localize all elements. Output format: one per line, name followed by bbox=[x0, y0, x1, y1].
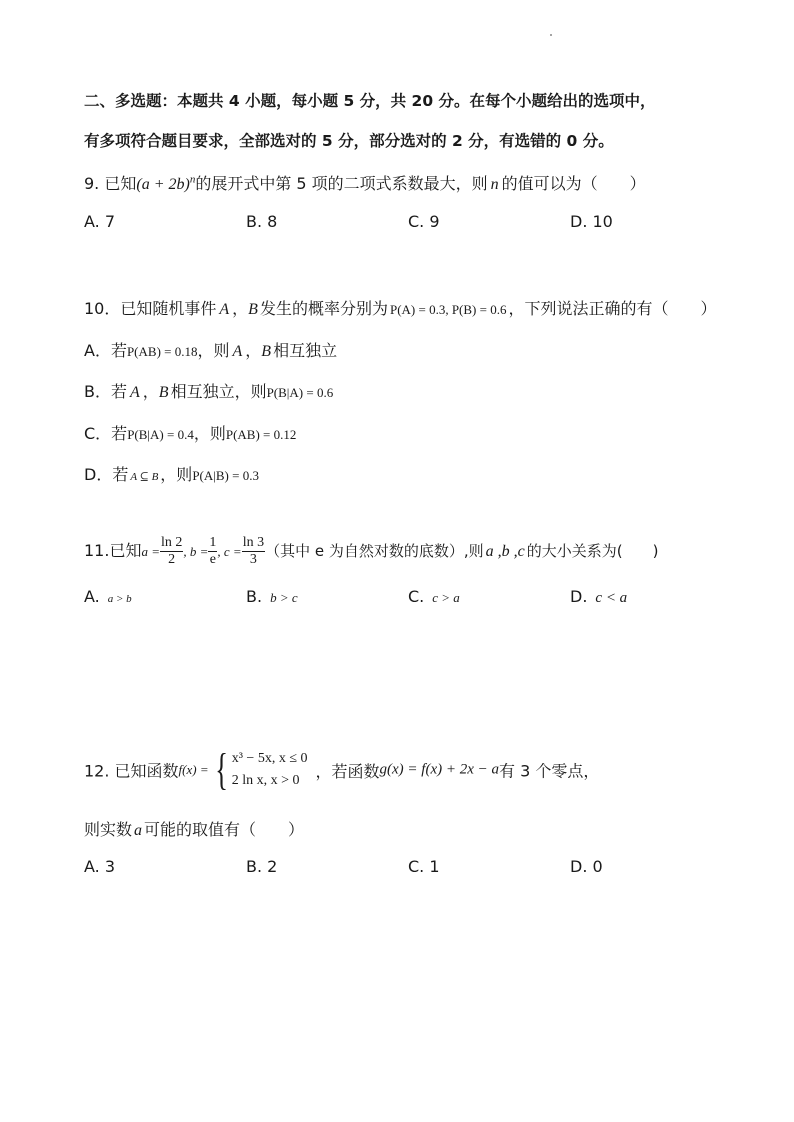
option-12c[interactable]: C. 1 bbox=[408, 857, 440, 876]
question-11-a-denominator: 2 bbox=[168, 552, 176, 567]
question-9-exponent: n bbox=[189, 173, 196, 186]
question-12-brace-icon: { bbox=[214, 745, 228, 794]
option-10b-event-a: A bbox=[129, 384, 140, 401]
question-10-number: 10．已知随机事件 bbox=[84, 299, 217, 318]
option-9b[interactable]: B. 8 bbox=[246, 212, 278, 231]
option-10a-tail: 相互独立 bbox=[273, 341, 338, 360]
option-10c-expression2: P(AB) = 0.12 bbox=[225, 427, 297, 442]
option-10d-mid: ，则 bbox=[160, 465, 193, 484]
question-10-text2: ，下列说法正确的有（ ） bbox=[508, 299, 717, 318]
option-10d-label: D．若 bbox=[84, 465, 129, 484]
question-12-line2-a: 则实数 bbox=[84, 820, 133, 839]
question-12-case1: x³ − 5x, x ≤ 0 bbox=[231, 751, 308, 766]
option-10b-label: B．若 bbox=[84, 382, 127, 401]
question-9-variable: n bbox=[490, 176, 499, 193]
option-11d-label: D. bbox=[570, 587, 588, 606]
question-11-number: 11.已知 bbox=[84, 541, 142, 560]
option-10b-expression: P(B|A) = 0.6 bbox=[266, 385, 334, 400]
option-10a[interactable] bbox=[84, 338, 337, 361]
option-12a[interactable]: A. 3 bbox=[84, 857, 116, 876]
option-11b-expression: b > c bbox=[270, 590, 298, 605]
option-11c[interactable] bbox=[408, 587, 460, 606]
option-11b-label: B. bbox=[246, 587, 263, 606]
option-10d[interactable] bbox=[84, 462, 259, 485]
option-10c-label: C．若 bbox=[84, 424, 128, 443]
question-12-line2-variable: a bbox=[134, 822, 143, 839]
option-10b-event-b: B bbox=[158, 384, 169, 401]
question-12-function: f(x) = bbox=[178, 762, 209, 777]
question-11-b-denominator: e bbox=[209, 552, 217, 567]
option-10c[interactable] bbox=[84, 421, 296, 444]
section-heading-line2: 有多项符合题目要求，全部选对的 5 分，部分选对的 2 分，有选错的 0 分。 bbox=[84, 132, 614, 150]
option-10a-separator: ， bbox=[245, 341, 262, 360]
option-10b-separator: ， bbox=[142, 382, 159, 401]
option-10c-expression: P(B|A) = 0.4 bbox=[127, 427, 194, 442]
question-11-a-lhs: a = bbox=[141, 544, 160, 559]
question-11-c-denominator: 3 bbox=[249, 552, 257, 567]
question-10-given: P(A) = 0.3, P(B) = 0.6 bbox=[389, 302, 507, 317]
question-11-text2: 的大小关系为( ) bbox=[526, 542, 659, 560]
corner-mark bbox=[550, 34, 552, 36]
option-10b-mid: 相互独立，则 bbox=[170, 382, 267, 401]
question-9-text2: 的值可以为（ ） bbox=[501, 174, 646, 193]
question-9-text: 的展开式中第 5 项的二项式系数最大，则 bbox=[195, 174, 488, 193]
question-9-stem bbox=[84, 171, 646, 194]
question-11-a-numerator: ln 2 bbox=[160, 535, 183, 550]
option-9d[interactable]: D. 10 bbox=[570, 212, 613, 231]
question-12-stem bbox=[84, 745, 600, 794]
question-10-stem bbox=[84, 296, 716, 319]
question-12-g-expression: g(x) = f(x) + 2x − a bbox=[379, 761, 500, 778]
option-10a-label: A．若 bbox=[84, 341, 127, 360]
question-11-b-lhs: , b = bbox=[183, 544, 209, 559]
section-heading-line1: 二、多选题：本题共 4 小题，每小题 5 分，共 20 分。在每个小题给出的选项中， bbox=[84, 92, 656, 110]
question-10-event-a: A bbox=[219, 301, 230, 318]
option-10d-expression: A ⊆ B bbox=[130, 471, 159, 483]
question-12-case2: 2 ln x, x > 0 bbox=[231, 773, 300, 788]
question-9-number: 9. 已知 bbox=[84, 174, 137, 193]
option-10d-expression2: P(A|B) = 0.3 bbox=[192, 468, 259, 483]
question-12-line2 bbox=[84, 817, 304, 840]
question-12-number: 12. 已知函数 bbox=[84, 761, 179, 781]
option-10a-event-b: B bbox=[261, 343, 272, 360]
option-11c-label: C. bbox=[408, 587, 425, 606]
question-10-separator: ， bbox=[232, 299, 249, 318]
question-11-b-numerator: 1 bbox=[209, 535, 217, 550]
option-11d-expression: c < a bbox=[595, 590, 628, 606]
option-12b[interactable]: B. 2 bbox=[246, 857, 278, 876]
option-10a-expression: P(AB) = 0.18 bbox=[126, 344, 198, 359]
option-9c[interactable]: C. 9 bbox=[408, 212, 440, 231]
question-11-stem bbox=[84, 535, 658, 568]
option-11a[interactable] bbox=[84, 587, 132, 606]
question-10-event-b: B bbox=[248, 301, 258, 318]
option-11d[interactable] bbox=[570, 587, 627, 607]
option-11a-expression: a > b bbox=[107, 593, 132, 605]
question-11-c-lhs: , c = bbox=[217, 544, 242, 559]
option-11a-label: A. bbox=[84, 587, 100, 606]
question-11-variables: a ,b ,c bbox=[485, 543, 525, 560]
option-10c-mid: ，则 bbox=[193, 424, 226, 443]
question-11-text: （其中 e 为自然对数的底数）,则 bbox=[265, 542, 484, 560]
question-11-c-numerator: ln 3 bbox=[242, 535, 265, 550]
question-12-line2-b: 可能的取值有（ ） bbox=[144, 820, 305, 839]
question-9-expression: (a + 2b) bbox=[136, 176, 190, 193]
option-11b[interactable] bbox=[246, 587, 298, 606]
question-11-c-fraction bbox=[242, 535, 265, 568]
option-11c-expression: c > a bbox=[432, 590, 460, 605]
option-10a-event-a: A bbox=[232, 343, 243, 360]
option-10b[interactable] bbox=[84, 379, 333, 402]
question-12-text: ，若函数 bbox=[315, 761, 380, 781]
question-11-a-fraction bbox=[160, 535, 183, 568]
question-12-cases bbox=[232, 748, 308, 792]
question-10-text: 发生的概率分别为 bbox=[259, 299, 388, 318]
option-12d[interactable]: D. 0 bbox=[570, 857, 603, 876]
question-12-text2: 有 3 个零点， bbox=[499, 761, 600, 781]
option-9a[interactable]: A. 7 bbox=[84, 212, 116, 231]
option-10a-suffix: ，则 bbox=[197, 341, 230, 360]
